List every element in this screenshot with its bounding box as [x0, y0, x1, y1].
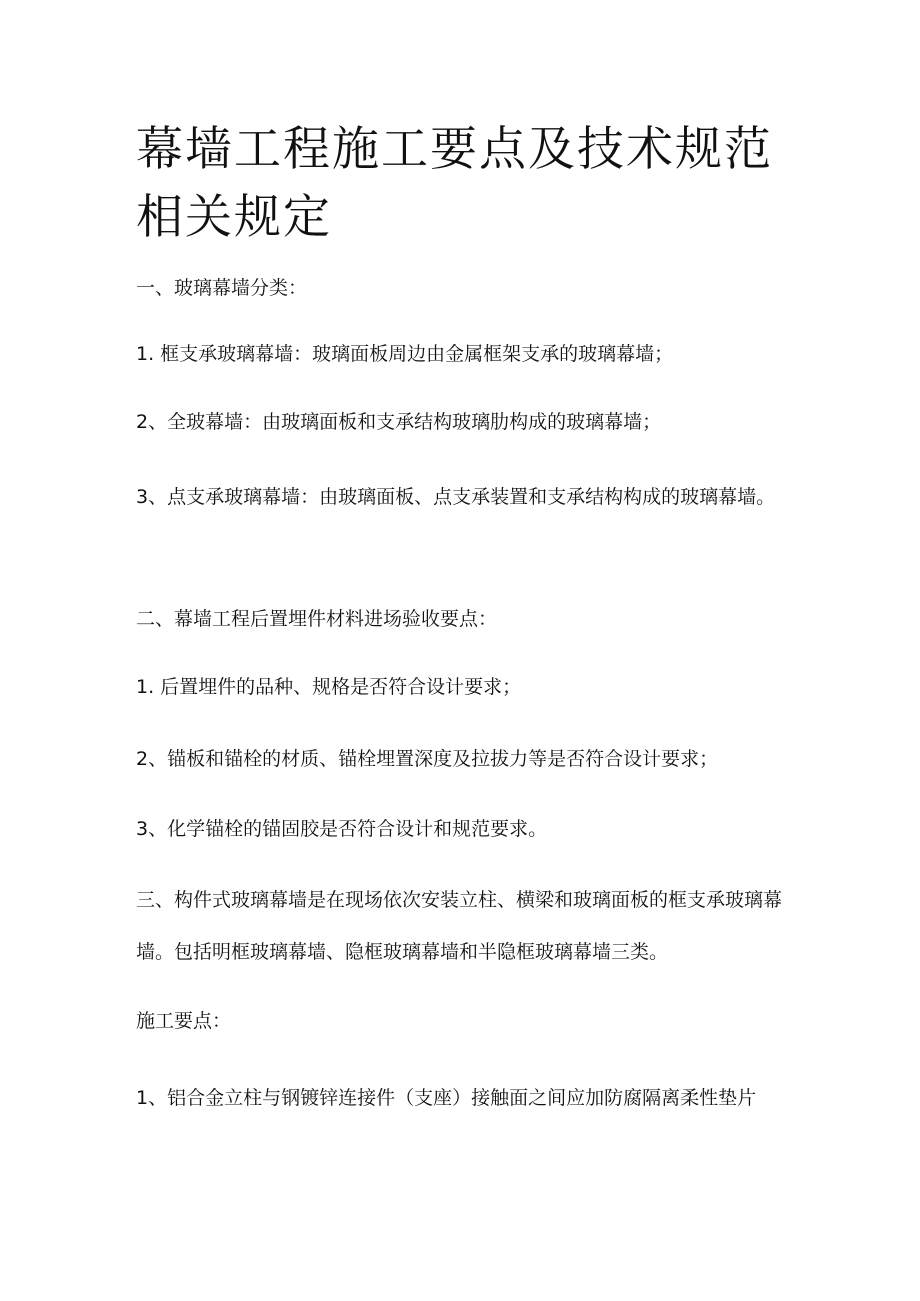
paragraph-1-2: 2、全玻幕墙：由玻璃面板和支承结构玻璃肋构成的玻璃幕墙； [136, 411, 662, 433]
paragraph-3: 三、构件式玻璃幕墙是在现场依次安装立柱、横梁和玻璃面板的框支承玻璃幕墙。包括明框玻璃幕墙、隐框玻璃幕墙和半隐框玻璃幕墙三类。 [136, 889, 783, 963]
paragraph-1-1: 1. 框支承玻璃幕墙：玻璃面板周边由金属框架支承的玻璃幕墙； [136, 343, 674, 365]
document-title: 幕墙工程施工要点及技术规范相关规定 [136, 122, 773, 245]
section-heading-2: 二、幕墙工程后置埋件材料进场验收要点： [136, 608, 498, 630]
paragraph-1-3: 3、点支承玻璃幕墙：由玻璃面板、点支承装置和支承结构构成的玻璃幕墙。 [136, 486, 776, 508]
paragraph-2-1: 1. 后置埋件的品种、规格是否符合设计要求； [136, 676, 522, 698]
paragraph-2-2: 2、锚板和锚栓的材质、锚栓埋置深度及拉拔力等是否符合设计要求； [136, 748, 719, 770]
paragraph-2-3: 3、化学锚栓的锚固胶是否符合设计和规范要求。 [136, 818, 548, 840]
section-heading-1: 一、玻璃幕墙分类： [136, 277, 308, 299]
paragraph-construction-1: 1、铝合金立柱与钢镀锌连接件（支座）接触面之间应加防腐隔离柔性垫片 [136, 1087, 757, 1109]
subheading-construction-points: 施工要点： [136, 1010, 232, 1032]
